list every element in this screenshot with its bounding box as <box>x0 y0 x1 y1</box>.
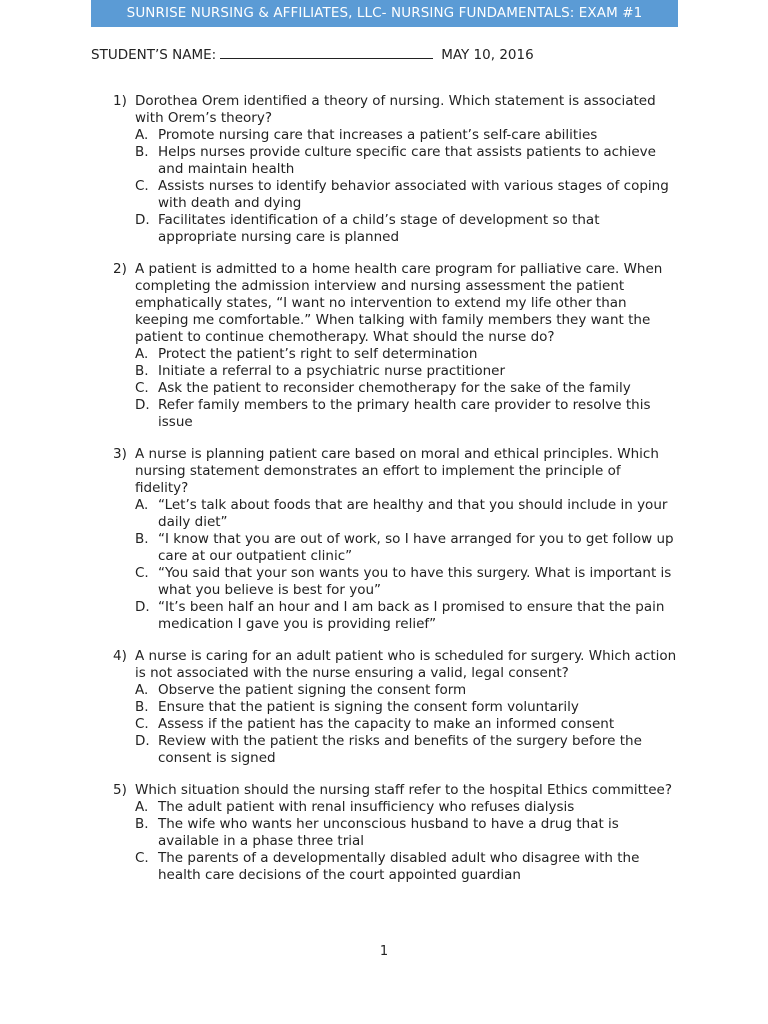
answer-option-c <box>135 716 678 733</box>
option-letter: A. <box>135 127 149 143</box>
option-text: Protect the patient’s right to self determination <box>158 346 478 362</box>
question-number: 5) <box>113 782 127 798</box>
option-letter: B. <box>135 144 149 160</box>
option-text: Assess if the patient has the capacity to make an informed consent <box>158 716 615 732</box>
answer-options <box>135 497 678 633</box>
question-3 <box>113 446 678 633</box>
option-letter: D. <box>135 599 150 615</box>
answer-option-b <box>135 816 678 850</box>
option-letter: D. <box>135 733 150 749</box>
option-letter: B. <box>135 531 149 547</box>
option-text: Review with the patient the risks and benefits of the surgery before the consent is signed <box>158 733 642 766</box>
option-letter: D. <box>135 397 150 413</box>
option-letter: A. <box>135 799 149 815</box>
answer-option-a <box>135 497 678 531</box>
answer-options <box>135 346 678 431</box>
student-name-blank <box>220 45 433 59</box>
answer-options <box>135 799 678 884</box>
answer-option-c <box>135 178 678 212</box>
option-text: “Let’s talk about foods that are healthy and that you should include in your daily diet” <box>158 497 668 530</box>
answer-option-c <box>135 850 678 884</box>
option-text: “It’s been half an hour and I am back as I promised to ensure that the pain medication I gave you is providing relief” <box>158 599 665 632</box>
answer-option-a <box>135 682 678 699</box>
option-text: Observe the patient signing the consent form <box>158 682 467 698</box>
option-letter: A. <box>135 346 149 362</box>
answer-option-c <box>135 380 678 397</box>
answer-option-d <box>135 733 678 767</box>
question-number: 1) <box>113 93 127 109</box>
option-text: Ask the patient to reconsider chemotherapy for the sake of the family <box>158 380 631 396</box>
answer-option-a <box>135 346 678 363</box>
answer-option-b <box>135 144 678 178</box>
answer-option-d <box>135 397 678 431</box>
option-letter: C. <box>135 565 149 581</box>
question-number: 2) <box>113 261 127 277</box>
option-text: Refer family members to the primary health care provider to resolve this issue <box>158 397 651 430</box>
option-text: Ensure that the patient is signing the consent form voluntarily <box>158 699 579 715</box>
answer-option-d <box>135 212 678 246</box>
question-5 <box>113 782 678 884</box>
question-text: A patient is admitted to a home health care program for palliative care. When completing the admission interview and nursing assessment the patient emphatically states, “I want no intervention to extend my life other than keeping me comfortable.” When talking with family members they want the patient to continue chemotherapy. What should the nurse do? <box>135 261 663 345</box>
answer-options <box>135 127 678 246</box>
option-text: “You said that your son wants you to have this surgery. What is important is what you believe is best for you” <box>158 565 672 598</box>
option-text: Assists nurses to identify behavior associated with various stages of coping with death and dying <box>158 178 669 211</box>
option-text: Promote nursing care that increases a patient’s self-care abilities <box>158 127 598 143</box>
question-2 <box>113 261 678 431</box>
question-1 <box>113 93 678 246</box>
question-text: A nurse is planning patient care based on moral and ethical principles. Which nursing statement demonstrates an effort to implement the principle of fidelity? <box>135 446 659 496</box>
option-letter: B. <box>135 699 149 715</box>
exam-date: MAY 10, 2016 <box>441 47 534 63</box>
option-text: The parents of a developmentally disabled adult who disagree with the health care decisions of the court appointed guardian <box>158 850 640 883</box>
option-letter: B. <box>135 816 149 832</box>
student-name-label: STUDENT’S NAME: <box>91 47 217 63</box>
page-number: 1 <box>379 944 389 959</box>
answer-option-a <box>135 127 678 144</box>
answer-option-d <box>135 599 678 633</box>
answer-option-b <box>135 699 678 716</box>
exam-header-banner: SUNRISE NURSING & AFFILIATES, LLC- NURSING FUNDAMENTALS: EXAM #1 <box>91 0 678 27</box>
student-name-line <box>91 45 651 64</box>
answer-options <box>135 682 678 767</box>
question-text: A nurse is caring for an adult patient who is scheduled for surgery. Which action is not associated with the nurse ensuring a valid, legal consent? <box>135 648 677 681</box>
option-letter: B. <box>135 363 149 379</box>
option-letter: C. <box>135 178 149 194</box>
question-number: 4) <box>113 648 127 664</box>
answer-option-c <box>135 565 678 599</box>
option-text: The wife who wants her unconscious husband to have a drug that is available in a phase three trial <box>158 816 619 849</box>
question-text: Which situation should the nursing staff refer to the hospital Ethics committee? <box>135 782 673 798</box>
answer-option-b <box>135 363 678 380</box>
option-text: Facilitates identification of a child’s stage of development so that appropriate nursing care is planned <box>158 212 600 245</box>
option-letter: C. <box>135 716 149 732</box>
option-letter: D. <box>135 212 150 228</box>
option-text: The adult patient with renal insufficiency who refuses dialysis <box>158 799 575 815</box>
option-letter: C. <box>135 850 149 866</box>
option-text: “I know that you are out of work, so I have arranged for you to get follow up care at our outpatient clinic” <box>158 531 674 564</box>
option-letter: C. <box>135 380 149 396</box>
option-letter: A. <box>135 497 149 513</box>
answer-option-b <box>135 531 678 565</box>
question-list <box>113 93 678 899</box>
question-4 <box>113 648 678 767</box>
answer-option-a <box>135 799 678 816</box>
question-text: Dorothea Orem identified a theory of nursing. Which statement is associated with Orem’s theory? <box>135 93 656 126</box>
option-letter: A. <box>135 682 149 698</box>
question-number: 3) <box>113 446 127 462</box>
option-text: Helps nurses provide culture specific care that assists patients to achieve and maintain health <box>158 144 656 177</box>
option-text: Initiate a referral to a psychiatric nurse practitioner <box>158 363 506 379</box>
